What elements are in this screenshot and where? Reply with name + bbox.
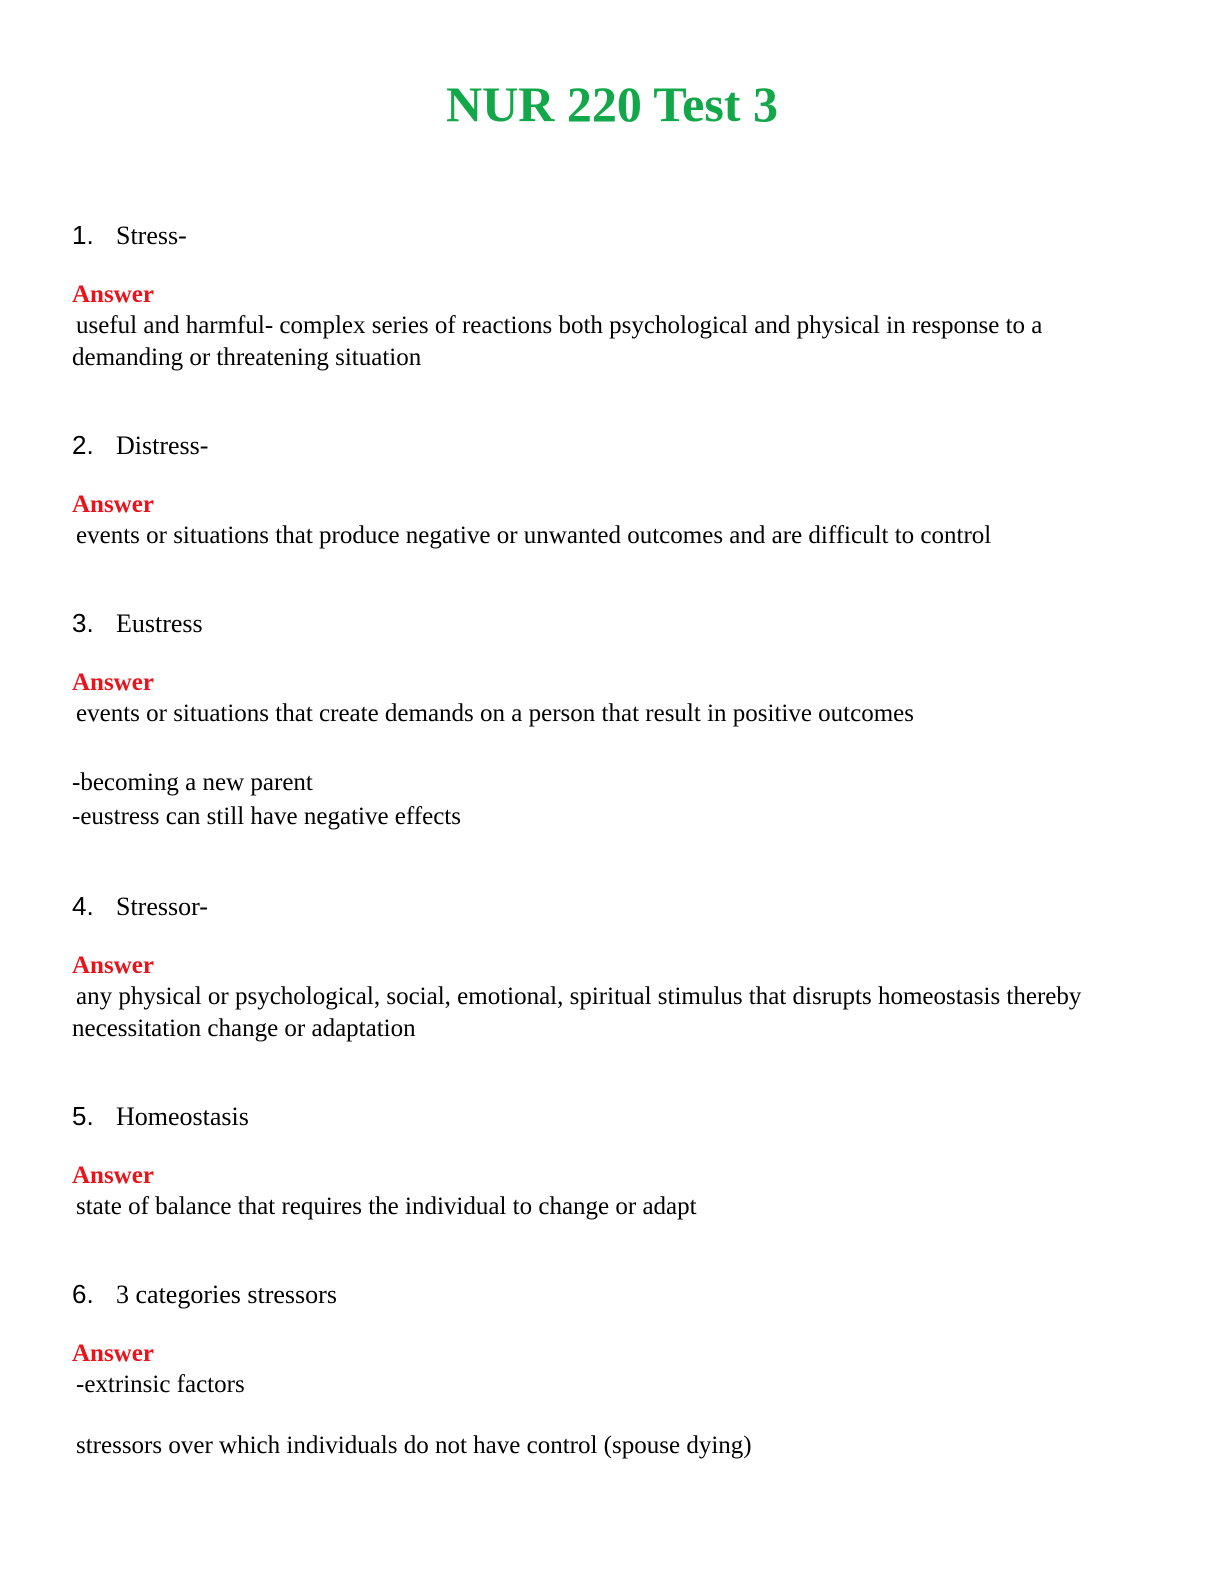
page-title: NUR 220 Test 3 — [446, 76, 778, 132]
answer-label: Answer — [72, 952, 154, 979]
question-term: Eustress — [116, 609, 203, 638]
answer-note: -becoming a new parent — [72, 769, 313, 796]
question-header — [72, 428, 1152, 462]
question-4 — [72, 889, 1152, 1045]
answer-label: Answer — [72, 669, 154, 696]
question-number: 3. — [72, 608, 94, 638]
question-2 — [72, 428, 1152, 552]
answer-text: events or situations that create demands on a person that result in positive outcomes — [76, 700, 914, 727]
answer-note: stressors over which individuals do not have control (spouse dying) — [76, 1432, 752, 1459]
answer-label: Answer — [72, 1162, 154, 1189]
answer-text: any physical or psychological, social, emotional, spiritual stimulus that disrupts homeostasis thereby necessitation change or adaptation — [72, 983, 1082, 1042]
answer-notes — [72, 1429, 1152, 1463]
question-term: 3 categories stressors — [116, 1280, 337, 1309]
question-term: Stress- — [116, 221, 187, 250]
question-3 — [72, 606, 1152, 834]
question-number: 4. — [72, 891, 94, 921]
question-header — [72, 1277, 1152, 1311]
answer-text: state of balance that requires the individual to change or adapt — [76, 1193, 697, 1220]
question-5 — [72, 1099, 1152, 1223]
question-1 — [72, 218, 1152, 374]
question-header — [72, 606, 1152, 640]
answer-text: -extrinsic factors — [76, 1371, 245, 1398]
question-header — [72, 1099, 1152, 1133]
question-header — [72, 218, 1152, 252]
question-term: Stressor- — [116, 892, 208, 921]
answer-label: Answer — [72, 491, 154, 518]
question-number: 1. — [72, 220, 94, 250]
question-number: 6. — [72, 1279, 94, 1309]
answer-label: Answer — [72, 281, 154, 308]
answer-notes — [72, 766, 1152, 834]
question-term: Homeostasis — [116, 1102, 249, 1131]
answer-text: useful and harmful- complex series of reactions both psychological and physical in response to a demanding or threatening situation — [72, 312, 1043, 371]
question-6 — [72, 1277, 1152, 1463]
question-term: Distress- — [116, 431, 209, 460]
question-number: 5. — [72, 1101, 94, 1131]
answer-note: -eustress can still have negative effects — [72, 803, 461, 830]
answer-label: Answer — [72, 1340, 154, 1367]
answer-text: events or situations that produce negative or unwanted outcomes and are difficult to control — [76, 522, 992, 549]
question-number: 2. — [72, 430, 94, 460]
question-header — [72, 889, 1152, 923]
